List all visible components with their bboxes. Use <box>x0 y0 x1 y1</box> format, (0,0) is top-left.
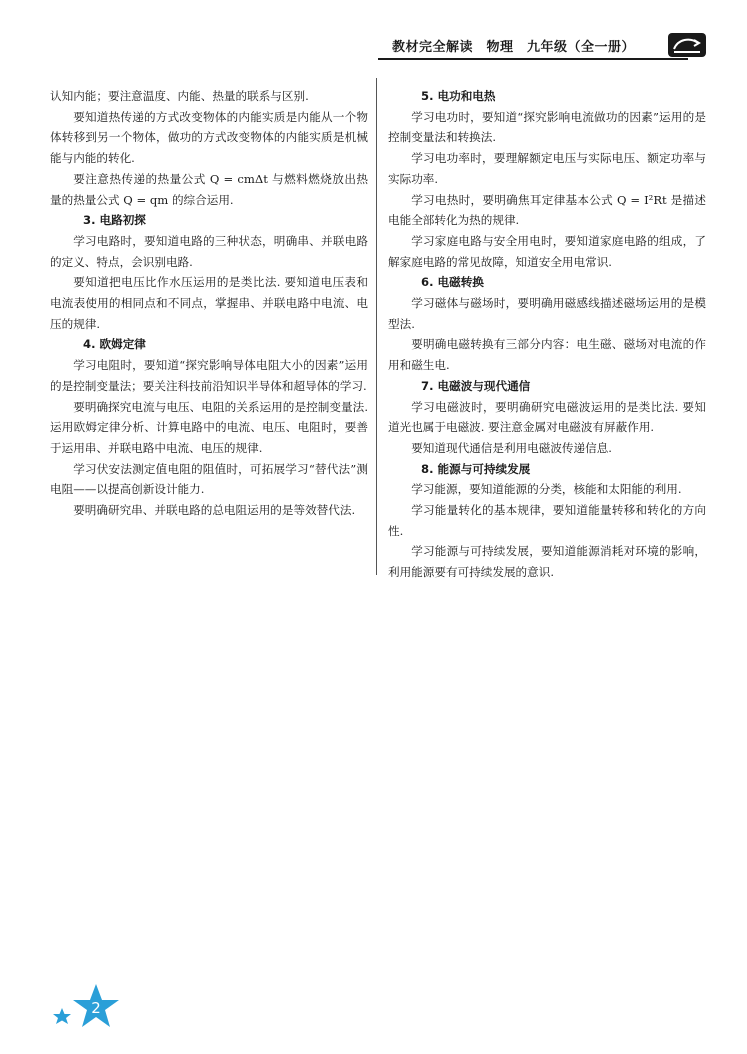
paragraph: 学习能源，要知道能源的分类，核能和太阳能的利用. <box>411 482 682 497</box>
paragraph: 学习伏安法测定值电阻的阻值时，可拓展学习“替代法”测电阻——以提高创新设计能力. <box>50 461 368 497</box>
paragraph: 学习家庭电路与安全用电时，要知道家庭电路的组成，了解家庭电路的常见故障，知道安全用电常识. <box>388 233 706 269</box>
paragraph: 学习电阻时，要知道“探究影响导体电阻大小的因素”运用的是控制变量法；要关注科技前沿知识半导体和超导体的学习. <box>50 358 368 393</box>
paragraph: 学习能源与可持续发展，要知道能源消耗对环境的影响，利用能源要有可持续发展的意识. <box>388 544 706 580</box>
paragraph: 要明确探究电流与电压、电阻的关系运用的是控制变量法. 运用欧姆定律分析、计算电路中的电流、电压、电阻时，要善于运用串、并联电路中电流、电压的规律. <box>50 399 368 455</box>
paragraph: 要知道现代通信是利用电磁波传递信息. <box>411 440 612 455</box>
section-heading: 8. 能源与可持续发展 <box>421 461 531 476</box>
header-rule <box>378 58 688 60</box>
paragraph: 要明确电磁转换有三部分内容：电生磁、磁场对电流的作用和磁生电. <box>388 337 706 373</box>
page-number: 2 <box>91 999 101 1017</box>
section-heading: 5. 电功和电热 <box>421 89 496 103</box>
paragraph: 要知道把电压比作水压运用的是类比法. 要知道电压表和电流表使用的相同点和不同点，掌握串、并联电路中电流、电压的规律. <box>50 275 368 331</box>
column-divider <box>376 78 377 575</box>
publisher-logo-icon <box>668 33 706 57</box>
paragraph: 学习能量转化的基本规律，要知道能量转移和转化的方向性. <box>388 503 706 538</box>
section-heading: 4. 欧姆定律 <box>83 337 146 352</box>
paragraph: 学习电路时，要知道电路的三种状态，明确串、并联电路的定义、特点，会识别电路. <box>50 233 368 269</box>
paragraph: 学习电功率时，要理解额定电压与实际电压、额定功率与实际功率. <box>388 151 706 186</box>
page-number-badge <box>50 980 130 1040</box>
paragraph: 学习电磁波时，要明确研究电磁波运用的是类比法. 要知道光也属于电磁波. 要注意金属对电磁波有屏蔽作用. <box>388 399 706 435</box>
right-column <box>388 86 706 583</box>
star-icon <box>50 980 130 1040</box>
page-header-title: 教材完全解读 物理 九年级（全一册） <box>392 40 636 55</box>
section-heading: 3. 电路初探 <box>83 213 146 228</box>
paragraph: 学习磁体与磁场时，要明确用磁感线描述磁场运用的是模型法. <box>388 296 706 331</box>
paragraph: 学习电功时，要知道“探究影响电流做功的因素”运用的是控制变量法和转换法. <box>388 109 706 145</box>
paragraph: 要注意热传递的热量公式 Q = cmΔt 与燃料燃烧放出热量的热量公式 Q = qm 的综合运用. <box>50 171 368 207</box>
paragraph: 认知内能；要注意温度、内能、热量的联系与区别. <box>50 89 309 103</box>
left-column <box>50 86 368 521</box>
paragraph: 要明确研究串、并联电路的总电阻运用的是等效替代法. <box>73 503 356 518</box>
section-heading: 7. 电磁波与现代通信 <box>421 378 531 393</box>
paragraph: 学习电热时，要明确焦耳定律基本公式 Q = I²Rt 是描述电能全部转化为热的规律. <box>388 192 706 228</box>
paragraph: 要知道热传递的方式改变物体的内能实质是内能从一个物体转移到另一个物体，做功的方式改变物体的内能实质是机械能与内能的转化. <box>50 109 368 166</box>
section-heading: 6. 电磁转换 <box>421 275 484 290</box>
